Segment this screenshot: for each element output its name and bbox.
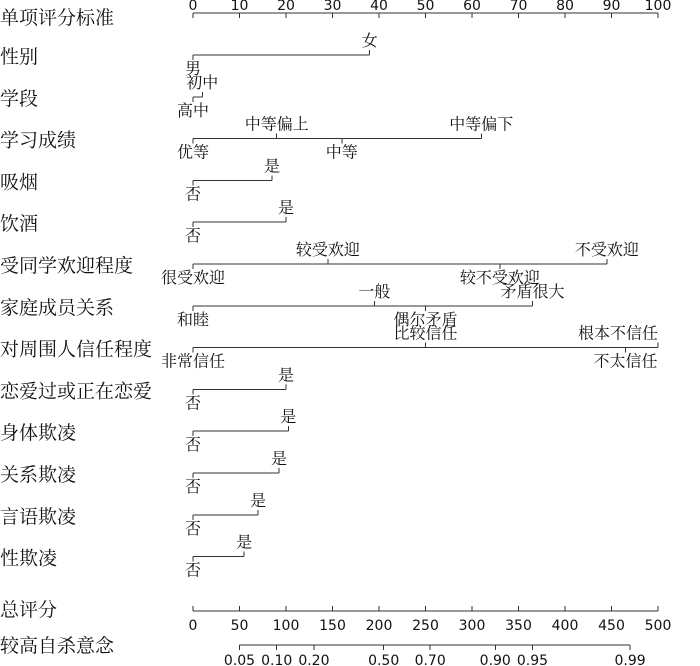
variable-label: 学段 — [0, 87, 39, 110]
points-tick-label: 10 — [230, 0, 249, 14]
category-label: 中等偏下 — [449, 114, 514, 134]
total-tick-label: 450 — [598, 618, 625, 634]
variable-label: 学习成绩 — [0, 129, 77, 152]
probability-tick-label: 0.99 — [614, 653, 646, 666]
variable-label: 言语欺凌 — [0, 505, 77, 528]
category-label: 一般 — [358, 281, 391, 301]
category-label: 初中 — [186, 72, 219, 92]
variable-label: 性欺凌 — [0, 547, 58, 570]
category-label: 和睦 — [176, 309, 210, 329]
total-tick-label: 400 — [551, 618, 579, 634]
total-tick-label: 150 — [319, 618, 346, 634]
category-label: 中等 — [325, 142, 358, 162]
category-label: 否 — [184, 184, 202, 204]
variable-label: 饮酒 — [0, 213, 39, 236]
category-label: 偶尔矛盾 — [393, 309, 458, 329]
points-axis-label: 单项评分标准 — [0, 7, 115, 29]
points-tick-label: 0 — [188, 0, 198, 14]
category-label: 是 — [277, 198, 295, 218]
total-tick-label: 300 — [458, 618, 486, 634]
points-tick-label: 50 — [416, 0, 435, 14]
total-tick-label: 350 — [505, 618, 532, 634]
category-label: 否 — [184, 435, 202, 455]
total-tick-label: 0 — [188, 618, 198, 634]
probability-tick-label: 0.70 — [414, 653, 446, 666]
category-label: 是 — [277, 365, 295, 385]
variable-label: 性别 — [0, 46, 39, 68]
total-tick-label: 50 — [230, 618, 249, 634]
variable-label: 家庭成员关系 — [0, 296, 115, 319]
category-label: 是 — [264, 156, 281, 176]
category-label: 矛盾很大 — [500, 281, 565, 301]
category-label: 男 — [184, 59, 202, 78]
variable-label: 吸烟 — [0, 171, 39, 194]
variable-label: 关系欺凌 — [0, 464, 77, 486]
category-label: 较不受欢迎 — [459, 268, 540, 287]
points-tick-label: 70 — [509, 0, 528, 14]
category-label: 否 — [184, 393, 202, 413]
points-tick-label: 20 — [277, 0, 295, 14]
points-tick-label: 30 — [323, 0, 342, 14]
total-tick-label: 100 — [272, 618, 300, 634]
category-label: 是 — [280, 407, 297, 427]
probability-tick-label: 0.50 — [368, 653, 400, 666]
variable-label: 受同学欢迎程度 — [0, 255, 134, 277]
total-tick-label: 250 — [412, 618, 439, 634]
category-label: 高中 — [176, 100, 210, 120]
total-axis-label: 总评分 — [0, 599, 58, 621]
category-label: 比较信任 — [393, 323, 458, 343]
category-label: 否 — [184, 560, 202, 580]
probability-tick-label: 0.20 — [298, 653, 330, 666]
category-label: 是 — [236, 532, 253, 552]
category-label: 不太信任 — [593, 351, 658, 371]
points-tick-label: 60 — [463, 0, 481, 14]
category-label: 是 — [271, 449, 288, 468]
variable-label: 身体欺凌 — [0, 422, 77, 445]
category-label: 较受欢迎 — [295, 240, 360, 259]
points-tick-label: 90 — [602, 0, 621, 14]
probability-axis-label: 较高自杀意念 — [0, 635, 115, 657]
category-label: 否 — [184, 226, 202, 246]
points-tick-label: 80 — [556, 0, 574, 14]
category-label: 中等偏上 — [244, 114, 309, 134]
probability-tick-label: 0.10 — [261, 653, 293, 666]
category-label: 非常信任 — [160, 351, 226, 371]
category-label: 否 — [184, 477, 202, 496]
category-label: 优等 — [176, 142, 210, 162]
probability-tick-label: 0.05 — [223, 653, 256, 666]
category-label: 根本不信任 — [577, 323, 658, 343]
category-label: 很受欢迎 — [160, 268, 226, 287]
category-label: 是 — [250, 490, 267, 510]
points-tick-label: 40 — [370, 0, 388, 14]
category-label: 不受欢迎 — [574, 240, 639, 259]
variable-label: 对周围人信任程度 — [0, 338, 153, 361]
probability-tick-label: 0.90 — [479, 653, 511, 666]
category-label: 否 — [184, 518, 202, 538]
points-tick-label: 100 — [644, 0, 672, 14]
total-tick-label: 500 — [644, 618, 672, 634]
probability-tick-label: 0.95 — [516, 653, 549, 666]
category-label: 女 — [361, 31, 378, 50]
total-tick-label: 200 — [365, 618, 393, 634]
variable-label: 恋爱过或正在恋爱 — [0, 380, 153, 403]
